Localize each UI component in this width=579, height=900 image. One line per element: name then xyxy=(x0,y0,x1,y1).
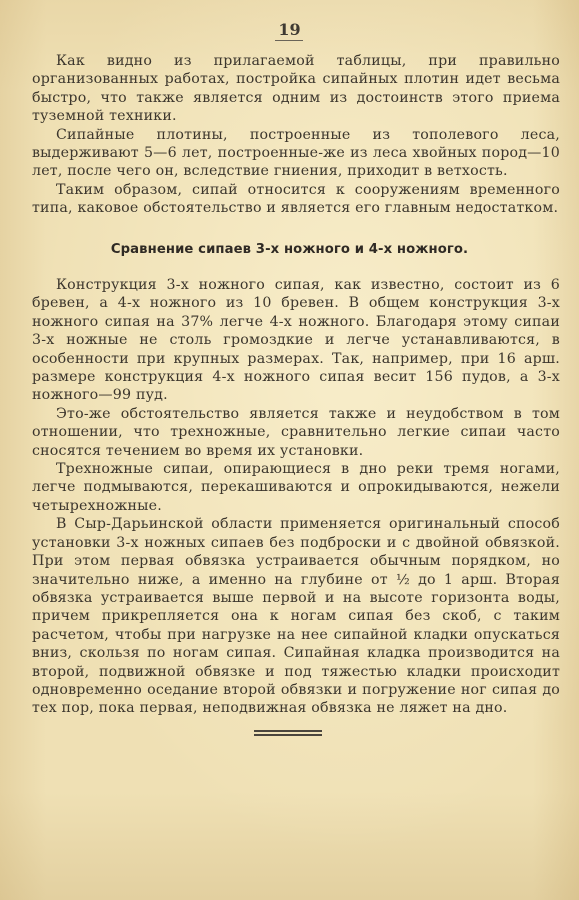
intro-text xyxy=(32,52,560,218)
paragraph: В Сыр-Дарьинской области применяется оригинальный способ установки 3-х ножных сипаев без подброски и с двойной обвязкой. При этом первая обвязка устраивается обычным порядком, но значительно ниже, а именно на глубине от ½ до 1 арш. Вторая обвязка устраивается выше первой и на высоте горизонта воды, причем прикрепляется она к ногам сипая без скоб, с таким расчетом, чтобы при нагрузке на нее сипайной кладки опускаться вниз, скользя по ногам сипая. Сипайная кладка производится на второй, подвижной обвязке и под тяжестью кладки происходит одновременно оседание второй обвязки и погружение ног сипая до тех пор, пока первая, неподвижная обвязка не ляжет на дно. xyxy=(32,516,560,717)
paragraph: Трехножные сипаи, опирающиеся в дно реки тремя ногами, легче подмываются, перекашиваются и опрокидываются, нежели четырехножные. xyxy=(32,461,560,514)
paragraph: Таким образом, сипай относится к сооружениям временного типа, каковое обстоятельство и является его главным недостатком. xyxy=(32,181,560,217)
page-number: 19 xyxy=(278,20,301,39)
paragraph: Сипайные плотины, построенные из тополевого леса, выдерживают 5—6 лет, построенные-же из леса хвойных пород—10 лет, после чего он, вследствие гниения, приходит в ветхость. xyxy=(32,126,560,180)
page-number-underline xyxy=(275,40,303,41)
paragraph: Конструкция 3-х ножного сипая, как известно, состоит из 6 бревен, а 4-х ножного из 10 бревен. В общем конструкция 3-х ножного сипая на 37% легче 4-х ножного. Благодаря этому сипаи 3-х ножные не столь громоздкие и легче устанавливаются, в особенности при крупных размерах. Так, например, при 16 арш. размере конструкция 4-х ножного сипая весит 156 пудов, а 3-х ножного—99 пуд. xyxy=(32,277,560,404)
end-divider-line xyxy=(254,734,322,736)
section-heading: Сравнение сипаев 3-х ножного и 4-х ножного. xyxy=(110,242,469,257)
paragraph: Это-же обстоятельство является также и неудобством в том отношении, что трехножные, сравнительно легкие сипаи часто сносятся течением во время их установки. xyxy=(32,405,560,459)
paragraph: Как видно из прилагаемой таблицы, при правильно организованных работах, постройка сипайных плотин идет весьма быстро, что также является одним из достоинств этого приема туземной техники. xyxy=(32,53,560,125)
end-divider-line xyxy=(254,730,322,732)
section-text xyxy=(32,276,560,718)
